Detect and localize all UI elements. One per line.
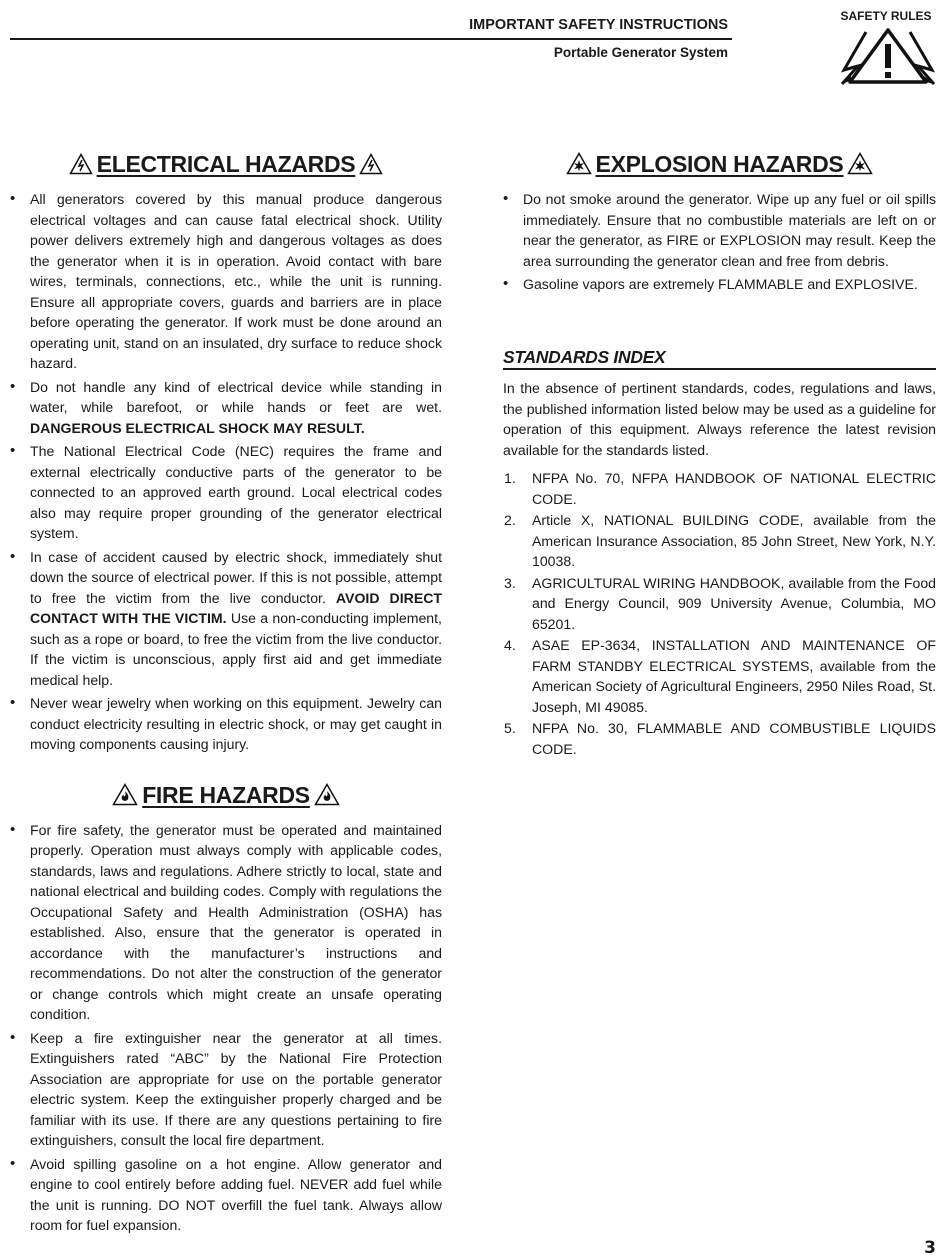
page-number: 3 <box>924 1238 936 1258</box>
list-item: • For fire safety, the generator must be operated and maintained properly. Operation must always comply with applicable codes, standards, laws and regulations. Adhere strictly to local, state and national electrical and building codes. Comply with regulations the Occupational Safety and Health Administration (OSHA) has established. Also, ensure that the generator is operated in accordance with the manufacturer’s instructions and recommendations. Do not alter the construction of the generator or change controls which might create an unsafe operating condition. <box>10 820 442 1025</box>
left-column <box>10 148 442 1239</box>
list-item: • All generators covered by this manual produce dangerous electrical voltages and can cause fatal electrical shock. Utility power delivers extremely high and dangerous voltages as does the generator when it is in operation. Avoid contact with bare wires, terminals, connections, etc., while the unit is running. Ensure all appropriate covers, guards and barriers are in place before operating the generator. If work must be done around an operating unit, stand on an insulated, dry surface to reduce shock hazard. <box>10 189 442 374</box>
list-item: • The National Electrical Code (NEC) requires the frame and external electrically conductive parts of the generator to be connected to an approved earth ground. Local electrical codes also may require proper grounding of the generator electrical system. <box>10 441 442 544</box>
header-title: IMPORTANT SAFETY INSTRUCTIONS <box>469 17 728 33</box>
fire-hazards-heading <box>10 779 442 815</box>
list-item: • In case of accident caused by electric shock, immediately shut down the source of electrical power. If this is not possible, attempt to free the victim from the live conductor. AVOID DIRECT CONTACT WITH THE VICTIM. Use a non-conducting implement, such as a rope or board, to free the victim from the live conductor. If the victim is unconscious, apply first aid and get immediate medical help. <box>10 547 442 691</box>
fire-hazard-icon <box>112 783 138 806</box>
list-item: • Gasoline vapors are extremely FLAMMABLE and EXPLOSIVE. <box>503 274 936 295</box>
fire-hazards-title: FIRE HAZARDS <box>142 781 310 808</box>
safety-rules-label: SAFETY RULES <box>840 9 932 23</box>
standards-list <box>503 468 936 759</box>
standards-index-heading: STANDARDS INDEX <box>503 347 936 371</box>
electrical-hazard-icon <box>359 153 383 175</box>
fire-hazard-icon <box>314 783 340 806</box>
fire-hazards-list <box>10 820 442 1236</box>
list-item: • Avoid spilling gasoline on a hot engine. Allow generator and engine to cool entirely before adding fuel. NEVER add fuel while the unit is running. DO NOT overfill the fuel tank. Always allow room for fuel expansion. <box>10 1154 442 1236</box>
list-item: • Do not smoke around the generator. Wipe up any fuel or oil spills immediately. Ensure that no combustible materials are left on or near the generator, as FIRE or EXPLOSION may result. Keep the area surrounding the generator clean and free from debris. <box>503 189 936 271</box>
electrical-hazards-heading <box>10 148 442 184</box>
explosion-hazards-title: EXPLOSION HAZARDS <box>595 151 844 177</box>
electrical-hazards-title: ELECTRICAL HAZARDS <box>96 151 356 177</box>
explosion-hazard-icon <box>566 152 592 175</box>
electrical-hazard-icon <box>69 153 93 175</box>
list-item: 4. ASAE EP-3634, INSTALLATION AND MAINTENANCE OF FARM STANDBY ELECTRICAL SYSTEMS, available from the American Society of Agricultural Engineers, 2950 Niles Road, St. Joseph, MI 49085. <box>504 637 936 715</box>
list-item: • Do not handle any kind of electrical device while standing in water, while barefoot, or while hands or feet are wet. DANGEROUS ELECTRICAL SHOCK MAY RESULT. <box>10 377 442 439</box>
explosion-hazard-icon <box>847 152 873 175</box>
list-item: • Never wear jewelry when working on this equipment. Jewelry can conduct electricity resulting in electric shock, or may get caught in moving components causing injury. <box>10 693 442 755</box>
safety-rules-lightning-icon <box>840 24 936 86</box>
list-item: 3. AGRICULTURAL WIRING HANDBOOK, available from the Food and Energy Council, 909 University Avenue, Columbia, MO 65201. <box>504 574 936 632</box>
standards-intro: In the absence of pertinent standards, codes, regulations and laws, the published information listed below may be used as a guideline for operation of this equipment. Always reference the latest revision available for the standards listed. <box>503 380 936 458</box>
explosion-hazards-list <box>503 189 936 295</box>
electrical-hazards-list <box>10 189 442 755</box>
explosion-hazards-heading <box>503 148 936 184</box>
list-item: 1. NFPA No. 70, NFPA HANDBOOK OF NATIONAL ELECTRIC CODE. <box>504 470 936 507</box>
list-item: 5. NFPA No. 30, FLAMMABLE AND COMBUSTIBLE LIQUIDS CODE. <box>504 720 936 757</box>
header-rule <box>10 38 732 40</box>
list-item: • Keep a fire extinguisher near the generator at all times. Extinguishers rated “ABC” by the National Fire Protection Association are appropriate for use on the portable generator electric system. Keep the extinguisher properly charged and be familiar with its use. If there are any questions pertaining to fire extinguishers, consult the local fire department. <box>10 1028 442 1151</box>
right-column <box>503 148 936 760</box>
header-subtitle: Portable Generator System <box>553 45 728 60</box>
list-item: 2. Article X, NATIONAL BUILDING CODE, available from the American Insurance Association, 85 John Street, New York, N.Y. 10038. <box>504 512 936 569</box>
